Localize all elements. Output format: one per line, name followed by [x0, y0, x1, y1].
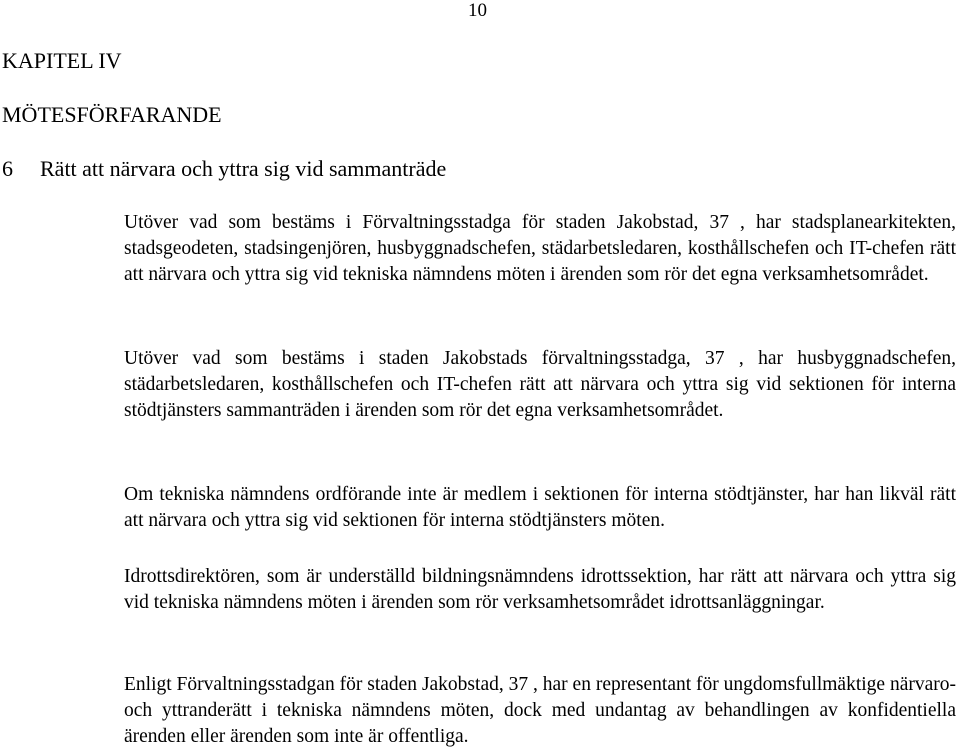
- paragraph: Om tekniska nämndens ordförande inte är medlem i sektionen för interna stödtjänster, har han likväl rätt att närvara och yttra sig vid sektionen för interna stödtjänsters möten.: [124, 484, 956, 531]
- page-number: 10: [468, 0, 487, 21]
- section-title: Rätt att närvara och yttra sig vid sammanträde: [40, 156, 447, 181]
- section-heading: [2, 156, 446, 182]
- paragraph: Utöver vad som bestäms i Förvaltningsstadga för staden Jakobstad, 37 , har stadsplanearkitekten, stadsgeodeten, stadsingenjören, husbyggnadschefen, städarbetsledaren, kosthållschefen och IT-chefen rätt att närvara och yttra sig vid tekniska nämndens möten i ärenden som rör det egna verksamhetsområdet.: [124, 212, 956, 285]
- chapter-title: MÖTESFÖRFARANDE: [2, 102, 222, 127]
- paragraph: Enligt Förvaltningsstadgan för staden Jakobstad, 37 , har en representant för ungdomsfullmäktige närvaro- och yttranderätt i tekniska nämndens möten, dock med undantag av behandlingen av konfidentiella ärenden eller ärenden som inte är offentliga.: [124, 674, 956, 747]
- chapter-heading: KAPITEL IV: [2, 48, 122, 73]
- section-number: 6: [2, 156, 13, 181]
- paragraph: Idrottsdirektören, som är underställd bildningsnämndens idrottssektion, har rätt att närvara och yttra sig vid tekniska nämndens möten i ärenden som rör verksamhetsområdet idrottsanläggningar.: [124, 566, 956, 613]
- paragraph: Utöver vad som bestäms i staden Jakobstads förvaltningsstadga, 37 , har husbyggnadschefen, städarbetsledaren, kosthållschefen och IT-chefen rätt att närvara och yttra sig vid sektionen för interna stödtjänsters sammanträden i ärenden som rör det egna verksamhetsområdet.: [124, 348, 956, 421]
